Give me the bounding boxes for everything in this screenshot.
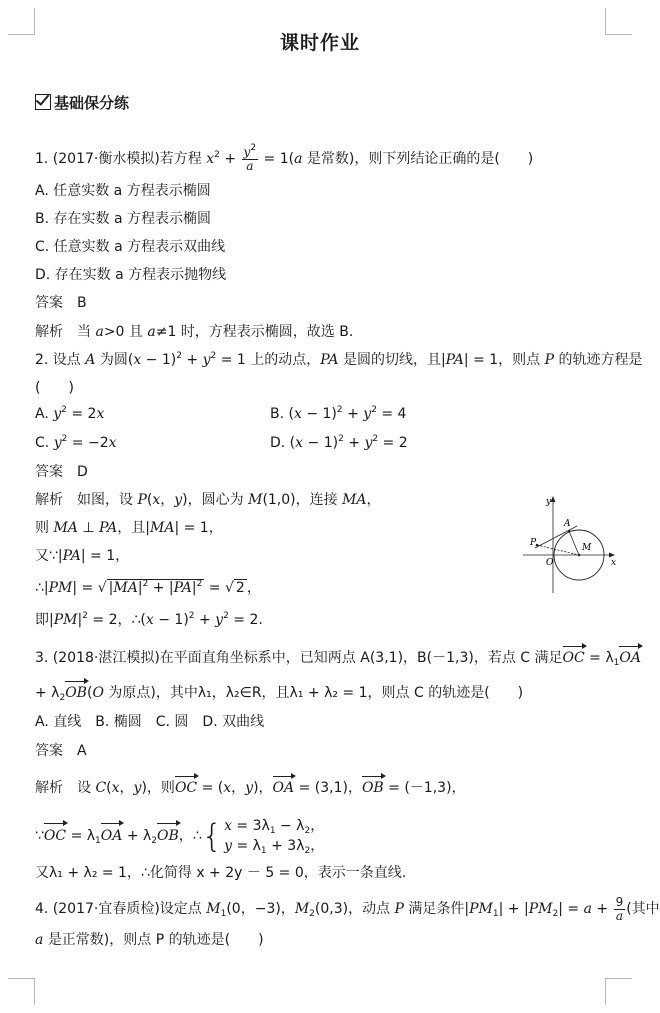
q2-option-c: C. $y^2 = -2x$ (35, 434, 117, 451)
q2-stem: 2. 设点 A 为圆$(x - 1)^2 + y^2 = 1$ 上的动点，PA 是圆的切线，且|PA| = 1，则点 P 的轨迹方程是 (35, 351, 643, 368)
q3-stem-line2: + $\lambda_2OB(O$ 为原点)，其中λ₁，λ₂∈R，且λ₁ + λ₂ = 1，则点 C 的轨迹是( ) (35, 685, 524, 703)
corner-mark-bottom-left (8, 978, 35, 1005)
q2-analysis-line4: ∴|PM| = √ $|MA|^2 + |PA|^2$ = √ 2 ， (35, 579, 261, 596)
q3-answer: 答案 A (35, 743, 87, 759)
label-m: M (582, 543, 592, 553)
label-y: y (546, 497, 552, 507)
corner-mark-bottom-right (605, 978, 632, 1005)
checkbox-icon (35, 94, 51, 110)
radius-ma (569, 531, 579, 555)
label-a: A (564, 519, 571, 529)
q1-option-c: C. 任意实数 a 方程表示双曲线 (35, 239, 226, 255)
section-title: 基础保分练 (54, 94, 130, 112)
q2-analysis-line5: 即$|PM|^2 = 2$，∴(x − $1)^2 + y^2 = 2$. (35, 611, 263, 628)
q2-option-a: A. $y^2 = 2x$ (35, 405, 105, 422)
q1-answer: 答案 B (35, 295, 87, 311)
q3-analysis-line1: 解析 设 C(x，y)，则OC = (x，y)，OA = (3,1)，OB = (－1,3)， (35, 780, 466, 796)
point-m (578, 554, 581, 557)
q2-analysis-line2: 则 MA ⊥ PA，且|MA| = 1， (35, 520, 223, 536)
label-o: O (546, 558, 554, 568)
q2-stem-paren: ( ) (35, 380, 74, 396)
q3-stem-line1: 3. (2018·湛江模拟)在平面直角坐标系中，已知两点 A(3,1)，B(－1,3)，若点 C 满足OC = $\lambda_1OA$ (35, 650, 641, 668)
point-p (536, 544, 539, 547)
q4-stem-line1: 4. (2017·宜春质检)设定点 $M_1(0$，−3)，$M_2(0,3)$，动点 P 满足条件$|PM_1| + |PM_2| = a$ + $\frac{9}{a}$ (其中 (35, 895, 660, 923)
page-title: 课时作业 (279, 32, 360, 54)
q3-analysis-line2: ∵OC = $\lambda_1OA + \lambda_2OB$，∴{ $x = 3\lambda_1 - \lambda_2$， $y = \lambda_1 + 3\lambda_2$， (35, 817, 325, 856)
q2-option-b: B. $(x - 1)^2 + y^2 = 4$ (270, 405, 407, 422)
section-heading (35, 93, 129, 113)
q1-option-b: B. 存在实数 a 方程表示椭圆 (35, 211, 211, 227)
q1-stem: 1. (2017·衡水模拟)若方程 $x^2$ + $\frac{y^2}{a}$ = 1(a 是常数)，则下列结论正确的是( ) (35, 143, 534, 173)
label-p: P (530, 538, 537, 548)
q1-analysis: 解析 当 a>0 且 a≠1 时，方程表示椭圆，故选 B. (35, 324, 354, 340)
q3-analysis-line3: 又λ₁ + λ₂ = 1，∴化简得 x + 2y － 5 = 0，表示一条直线. (35, 865, 407, 881)
q1-option-d: D. 存在实数 a 方程表示抛物线 (35, 267, 227, 283)
y-axis-arrow-icon (551, 496, 556, 502)
fraction: $\frac{y^2}{a}$ (243, 143, 257, 173)
label-x: x (611, 558, 617, 568)
q2-analysis-line3: 又∵|PA| = 1， (35, 548, 130, 564)
q4-stem-line2: a 是正常数)，则点 P 的轨迹是( ) (35, 932, 264, 948)
q2-figure (515, 493, 620, 598)
q2-answer: 答案 D (35, 464, 88, 480)
q2-analysis-line1: 解析 如图，设 P(x，y)，圆心为 M(1,0)，连接 MA， (35, 492, 381, 508)
segment-pm (537, 545, 579, 555)
q1-option-a: A. 任意实数 a 方程表示椭圆 (35, 183, 211, 199)
point-a (568, 530, 571, 533)
brace-icon: { (201, 817, 223, 855)
fraction: $\frac{9}{a}$ (615, 895, 624, 923)
x-axis-arrow-icon (609, 553, 615, 558)
q3-options: A. 直线 B. 椭圆 C. 圆 D. 双曲线 (35, 714, 265, 730)
q2-option-d: D. $(x - 1)^2 + y^2 = 2$ (270, 434, 408, 451)
